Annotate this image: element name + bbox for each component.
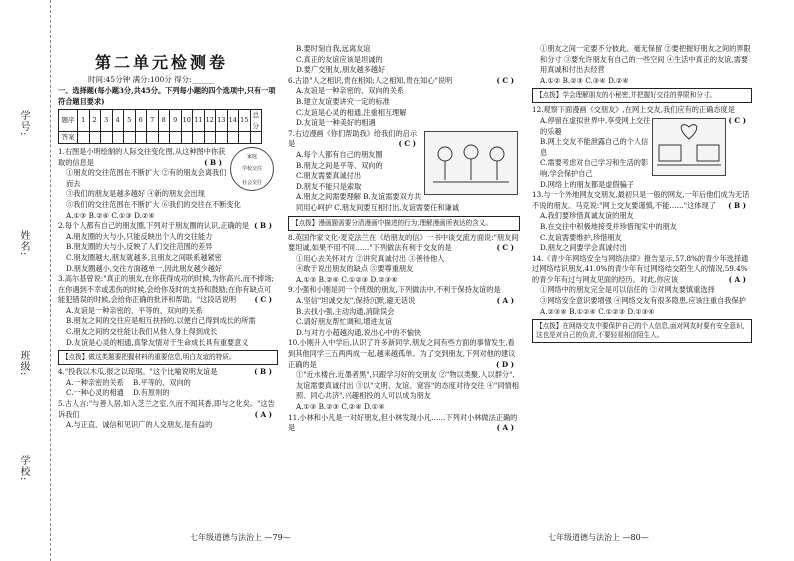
score-table-row-label: 答案 — [59, 132, 78, 144]
score-table-question-number: 3 — [101, 110, 113, 132]
score-table-question-number: 4 — [112, 110, 124, 132]
q2-option: A.朋友圈的大与小,只能反映出个人的交往能力 — [66, 231, 213, 241]
school-label: 学校: — [18, 455, 29, 482]
score-table-question-number: 2 — [89, 110, 101, 132]
q7-option: A.每个人都有自己的朋友圈 — [296, 149, 383, 159]
name-label: 姓名: — [18, 230, 29, 257]
q5-option: B.要时刻自我,远离友谊 — [296, 44, 371, 53]
question-2: 2.每个人都有自己的朋友圈,下列对于朋友圈的认识,正确的是 — [58, 221, 250, 231]
score-table-question-number: 8 — [158, 110, 170, 132]
answer-4: ( B ) — [254, 367, 272, 377]
score-table-question-number: 5 — [124, 110, 136, 132]
answer-13: ( B ) — [728, 200, 746, 210]
answer-3: ( C ) — [254, 295, 272, 305]
q14-option: ③网络安全意识要增强 ④网络交友有很多隐患,应该注重自我保护 — [540, 296, 746, 306]
q6-option: A.友谊是一种亲密的、双向的关系 — [296, 86, 405, 96]
question-8: 8.英国作家文化·麦克法兰在《给朋友的信》一书中谈交流方面说:"朋友间要坦诚,如果不用不同……"下列做法有利于交友的是 — [288, 232, 519, 253]
q12-option: C.需要考虑对自己学习和生活的影响,学会保护自己 — [540, 158, 649, 178]
q13-option: A.我们要珍惜真诚友谊的朋友 — [540, 211, 634, 221]
score-table — [58, 109, 262, 144]
score-table-question-number: 7 — [147, 110, 159, 132]
q9-option: D.与对方小超越沟通,说出心中的不愉快 — [296, 327, 422, 337]
class-label: 班级: — [18, 350, 29, 377]
cartoon-illustration — [424, 131, 518, 195]
answer-cell[interactable] — [170, 132, 182, 144]
score-table-question-number: 13 — [216, 110, 228, 132]
q1-option: ③我们的朋友是越多越好 ④新的朋友会出现 — [66, 189, 205, 199]
circle-label-society: 社会交往 — [241, 179, 262, 186]
score-table-header-row — [59, 110, 262, 132]
answer-cell[interactable] — [216, 132, 228, 144]
question-4: 4."投我以木瓜,报之以琼琚。"这个比喻说明友谊是 — [58, 367, 218, 377]
q9-option: A.坚信"坦诚交友",保持沉默,避无话说 — [296, 296, 416, 306]
q3-option: A.友谊是一种亲密的、平等的、双向的关系 — [66, 305, 203, 315]
q1-option: ①朋友的交往范围在不断扩大 ②有的朋友会离我们而去 — [66, 168, 227, 188]
answer-10: ( D ) — [495, 359, 514, 369]
answer-1: ( B ) — [204, 157, 222, 167]
answer-cell[interactable] — [124, 132, 136, 144]
answer-6: ( C ) — [496, 75, 514, 85]
score-table-question-number: 15 — [239, 110, 251, 132]
score-table-question-number: 12 — [204, 110, 216, 132]
q8-option: ④敢于说出朋友的缺点 ⑤要尊重朋友 — [296, 264, 414, 274]
q6-option: B.建立友谊要讲究一定的标准 — [296, 96, 390, 106]
q2-option: C.朋友圈越大,朋友就越多,且朋友之间联系越紧密 — [66, 252, 222, 262]
q5-option: C.真正的友谊应该是坦诚的 — [296, 54, 383, 64]
q12-option: D.网络上的朋友都是虚假骗子 — [540, 179, 635, 189]
answer-9: ( A ) — [496, 296, 514, 306]
q12-option: B.网上交友不能泄露自己的个人信息 — [540, 137, 649, 157]
answer-cell[interactable] — [158, 132, 170, 144]
answer-cell[interactable] — [181, 132, 193, 144]
question-7: 7.右边漫画《你们帮助我》给我们的启示是 — [288, 128, 418, 149]
hint-box: 【点拨】在网络交友中要保护自己的个人信息,面对网友时要有安全意识,这也是对自己的负责,不要轻易相信陌生人。 — [532, 319, 752, 343]
relationship-circle-diagram — [230, 147, 274, 191]
answer-11: ( A ) — [496, 423, 514, 433]
question-5: 5.古人言:"与善人居,如入芝兰之室,久而不闻其香,即与之化矣。"这告诉我们 — [58, 399, 275, 419]
binding-strip — [0, 0, 51, 561]
question-3: 3.高尔基曾说:"真正的朋友,在你获得成功的时候,为你高兴,而不捧场;在你遇到不幸或悲伤的时候,会给你及时的支持和鼓励;在你有缺点可能犯错误的时候,会给你正确的批评和帮助。"这段话说明 — [58, 274, 274, 305]
q1-option: ⑤我们的交往范围在不断扩大 ⑥我们的交往在不断变化 — [66, 199, 241, 209]
q10-choices: A.①③ B.②③ C.②④ D.①④ — [296, 402, 385, 411]
hint-box: 【点拨】做这类题要把握材料的重要信息,明白友谊的特质。 — [58, 350, 278, 365]
q2-option: B.朋友圈的大与小,反映了人们交往范围的差异 — [66, 242, 213, 252]
answer-5: ( A ) — [254, 409, 272, 419]
answer-cell[interactable] — [250, 132, 262, 144]
answer-cell[interactable] — [193, 132, 205, 144]
hint-box: 【点拨】学会理解朋友的小秘密,并把握好交往的界限和分寸。 — [532, 88, 752, 103]
answer-14: ( A ) — [728, 274, 746, 284]
left-column — [58, 86, 278, 431]
score-table-question-number: 6 — [135, 110, 147, 132]
exam-title: 第二单元检测卷 — [95, 53, 229, 72]
exam-meta: 时间:45分钟 满分:100分 得分:______ — [88, 75, 215, 84]
question-6: 6.古语"人之相识,贵在相知;人之相知,贵在知心"说明 — [288, 75, 453, 85]
q10-option: ①"近水楼台,近墨者黑",只跟学习好的交朋友 ②"物以类聚,人以群分",友谊需要真诚付出 ③以"文明、友谊、宽容"的态度对待交往 ④"同情相照、同心共济",兴趣相投的人可以成为朋友 — [296, 370, 519, 401]
question-11: 11.小林和小凡是一对好朋友,但小林发现小凡……下列对小林做法正确的是 — [288, 412, 518, 433]
answer-cell[interactable] — [227, 132, 239, 144]
score-table-question-number: 11 — [193, 110, 205, 132]
score-table-question-number: 1 — [78, 110, 90, 132]
answer-12: ( C ) — [728, 115, 746, 125]
answer-cell[interactable] — [78, 132, 90, 144]
cartoon-online-friends — [652, 118, 726, 176]
answer-cell[interactable] — [204, 132, 216, 144]
score-table-question-number: 9 — [170, 110, 182, 132]
q3-option: B.朋友之间的交往应是相互扶持的,以便自己得到成长的所需 — [66, 316, 256, 326]
page-footer-right: 七年级道德与法治上 —80— — [548, 533, 649, 542]
answer-8: ( C ) — [496, 243, 514, 253]
q3-option: D.友谊是心灵的相通,真挚友情对于生命成长具有重要意义 — [66, 337, 249, 347]
q13-option: B.在交往中积极地接受并珍惜现实中的朋友 — [540, 221, 677, 231]
question-9: 9.小强和小刚是同一个班级的朋友,下列做法中,不利于保持友谊的是 — [288, 285, 501, 295]
q14-option: ①网络中的朋友完全是可以信任的 ②对网友要慎重选择 — [540, 285, 715, 295]
q4-option: C.一种心灵的相通 D.有原则的 — [66, 388, 170, 398]
score-table-answer-row — [59, 132, 262, 144]
answer-7: ( C ) — [398, 139, 416, 149]
q6-option: D.友谊是一种美好的相遇 — [296, 118, 376, 128]
q3-option: C.朋友之间的交往能让我们从他人身上得到成长 — [66, 327, 218, 337]
score-table-question-number: 10 — [181, 110, 193, 132]
answer-cell[interactable] — [147, 132, 159, 144]
circle-label-family: 家庭 — [246, 153, 257, 160]
section-heading: 一、选择题(每小题3分,共45分。下列每小题的四个选项中,只有一项符合题目要求) — [58, 86, 276, 106]
question-10: 10.小刚升入中学后,认识了许多新同学,朋友之间有些方面的事情发生,看到其他同学三五两两成一起,越来越孤单。为了交到朋友,下列对他的建议正确的是 — [288, 338, 516, 369]
q1-choices: A.①③ B.②④ C.①③ D.②④ — [66, 210, 155, 220]
score-table-question-number: 14 — [227, 110, 239, 132]
answer-cell[interactable] — [89, 132, 101, 144]
score-table-question-number: 总分 — [250, 110, 262, 132]
answer-cell[interactable] — [135, 132, 147, 144]
score-table-row-label: 题序 — [59, 110, 78, 132]
q9-option: B.去找小强,主动沟通,消除误会 — [296, 306, 395, 316]
q8-option: ①用心去关怀对方 ②讲究真诚付出 ③善待他人 — [296, 253, 445, 263]
q2-option: D.朋友圈越小,交往方面越单一,因此朋友越少越好 — [66, 263, 223, 273]
q11-choices: A.①② B.②③ C.③④ D.②④ — [540, 75, 629, 85]
q13-option: C.友谊需要维护,珍惜朋友 — [540, 232, 622, 242]
answer-cell[interactable] — [112, 132, 124, 144]
q9-option: C.请好朋友帮忙调和,增进友谊 — [296, 317, 393, 327]
answer-cell[interactable] — [101, 132, 113, 144]
question-12: 12.观察下面漫画《交朋友》,在网上交友,我们应有的正确态度是 — [532, 105, 735, 115]
hint-box: 【点拨】漫画题需要分清漫画中描述的行为,理解漫画所表达的含义。 — [288, 216, 520, 231]
q7-choices: A.朋友之间需要理解 B.友谊需要双方共同用心呵护 C.朋友间要互相付出,友谊需要任和谦诚 — [296, 192, 460, 212]
answer-2: ( B ) — [254, 221, 272, 231]
circle-label-school: 学校交往 — [241, 165, 262, 172]
answer-cell[interactable] — [239, 132, 251, 144]
q7-option: D.朋友不能只是索取 — [296, 181, 362, 191]
q4-option: A.一种亲密的关系 B.平等的、双向的 — [66, 377, 191, 387]
q7-option: C.朋友需要真诚付出 — [296, 171, 362, 181]
middle-column — [288, 44, 520, 434]
q11-option: ①朋友之间一定要不分彼此、毫无保留 ②要把握好朋友之间的界限和分寸 ③要允许朋友有自己的一些空间 ④生活中真正的友谊,需要用真诚和付出去经营 — [540, 44, 751, 75]
q8-choices: A.①③ B.②④ C.①②③ D.②③④ — [296, 274, 398, 284]
question-13: 13.与一个外地网友交朋友,最初只是一般的网友,一年后他们成为无话不说的朋友。马克说:"网上交友要谨慎,不能……"这体现了 — [532, 190, 750, 210]
q5-option: A.与正直、诚信和见识广的人交朋友,是有益的 — [66, 420, 213, 430]
q5-option: D.要广交朋友,朋友越多越好 — [296, 65, 386, 75]
question-1: 1.右图是小明绘制的人际交往变化图,从这种图中你获取的信息是 — [58, 146, 226, 167]
q13-option: D.朋友之间要学会真诚付出 — [540, 243, 627, 253]
right-column — [532, 44, 752, 345]
q7-option: B.朋友之间是平等、双向的 — [296, 160, 383, 170]
student-id-label: 学号: — [18, 110, 29, 137]
q6-option: C.友谊是心灵的相通,注重相互理解 — [296, 107, 407, 117]
q12-option: A.停留在虚拟世界中,享受网上交往的乐趣 — [540, 115, 651, 136]
q14-choices: A.②③④ B.①②④ C.①②③ D.①③④ — [540, 306, 655, 316]
question-14: 14.《青少年网络安全与网络法律》报告显示,57.8%的青少年选择通过网络结识朋友,41.0%的青少年有过网络结交陌生人的情况,59.4%的青少年有过与网友见面的经历。对此,你应该 — [532, 253, 749, 284]
page-footer-left: 七年级道德与法治上 —79— — [190, 533, 291, 542]
